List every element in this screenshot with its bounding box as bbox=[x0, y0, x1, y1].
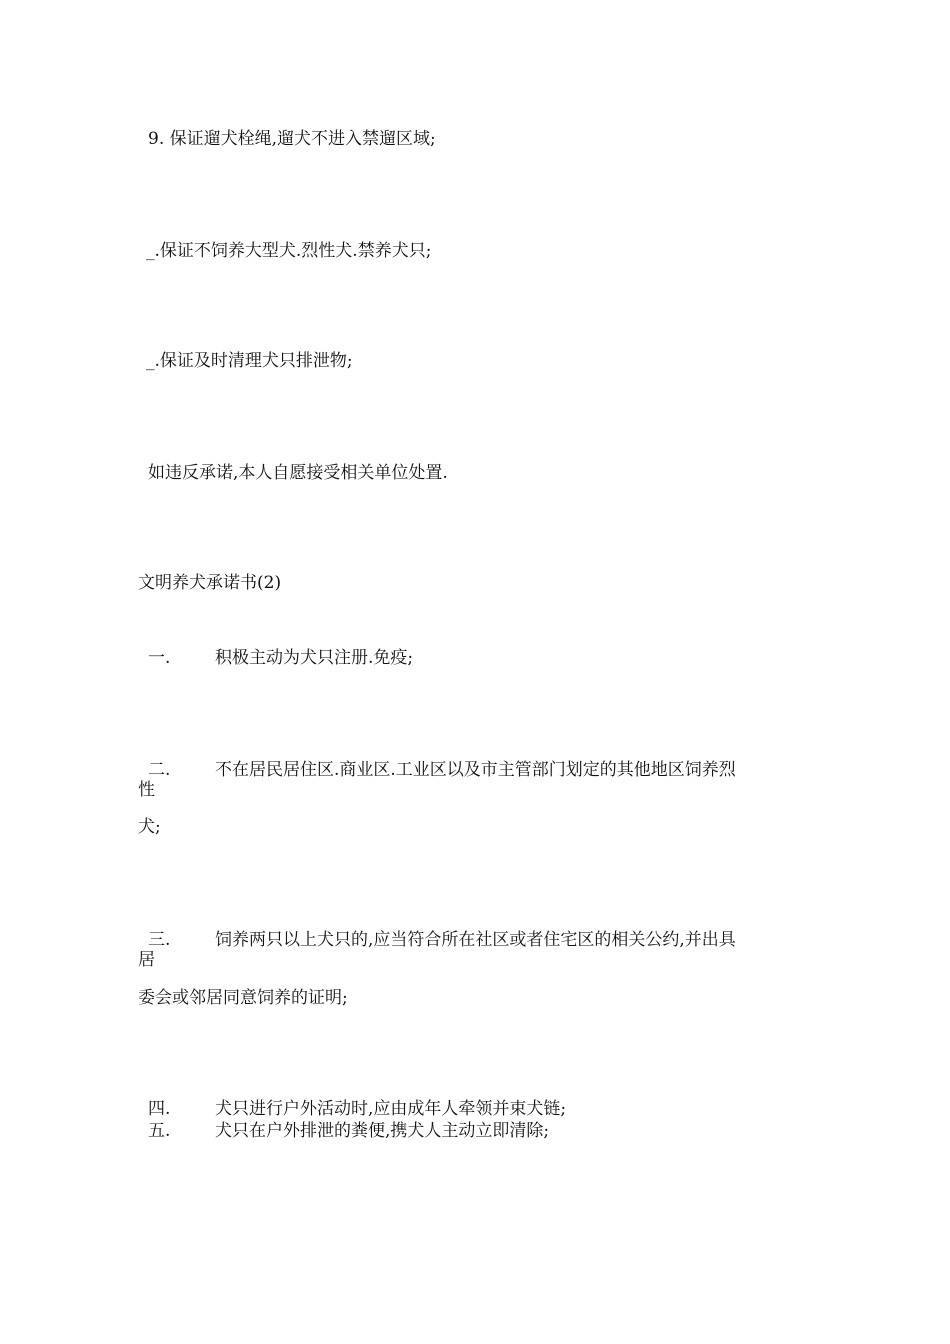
list-item-text: 不在居民居住区.商业区.工业区以及市主管部门划定的其他地区饲养烈 bbox=[215, 760, 736, 780]
commitment-item-9: 9. 保证遛犬栓绳,遛犬不进入禁遛区域; bbox=[148, 129, 436, 149]
list-item-number: 二. bbox=[148, 760, 171, 780]
section-title: 文明养犬承诺书(2) bbox=[138, 573, 282, 593]
list-item-number: 一. bbox=[148, 648, 171, 668]
list-item-continuation: 犬; bbox=[138, 817, 161, 837]
list-item-text: 积极主动为犬只注册.免疫; bbox=[215, 648, 414, 668]
list-item-text: 犬只在户外排泄的粪便,携犬人主动立即清除; bbox=[215, 1121, 550, 1141]
list-item-wrap: 居 bbox=[138, 950, 155, 970]
list-item-continuation: 委会或邻居同意饲养的证明; bbox=[138, 988, 348, 1008]
commitment-item-10: _.保证不饲养大型犬.烈性犬.禁养犬只; bbox=[146, 241, 432, 261]
list-item-number: 三. bbox=[148, 930, 171, 950]
list-item-number: 五. bbox=[148, 1121, 171, 1141]
closing-statement: 如违反承诺,本人自愿接受相关单位处置. bbox=[148, 463, 448, 483]
list-item-text: 犬只进行户外活动时,应由成年人牵领并束犬链; bbox=[215, 1099, 567, 1119]
list-item-wrap: 性 bbox=[138, 780, 155, 800]
list-item-text: 饲养两只以上犬只的,应当符合所在社区或者住宅区的相关公约,并出具 bbox=[215, 930, 736, 950]
list-item-number: 四. bbox=[148, 1099, 171, 1119]
commitment-item-11: _.保证及时清理犬只排泄物; bbox=[146, 351, 353, 371]
